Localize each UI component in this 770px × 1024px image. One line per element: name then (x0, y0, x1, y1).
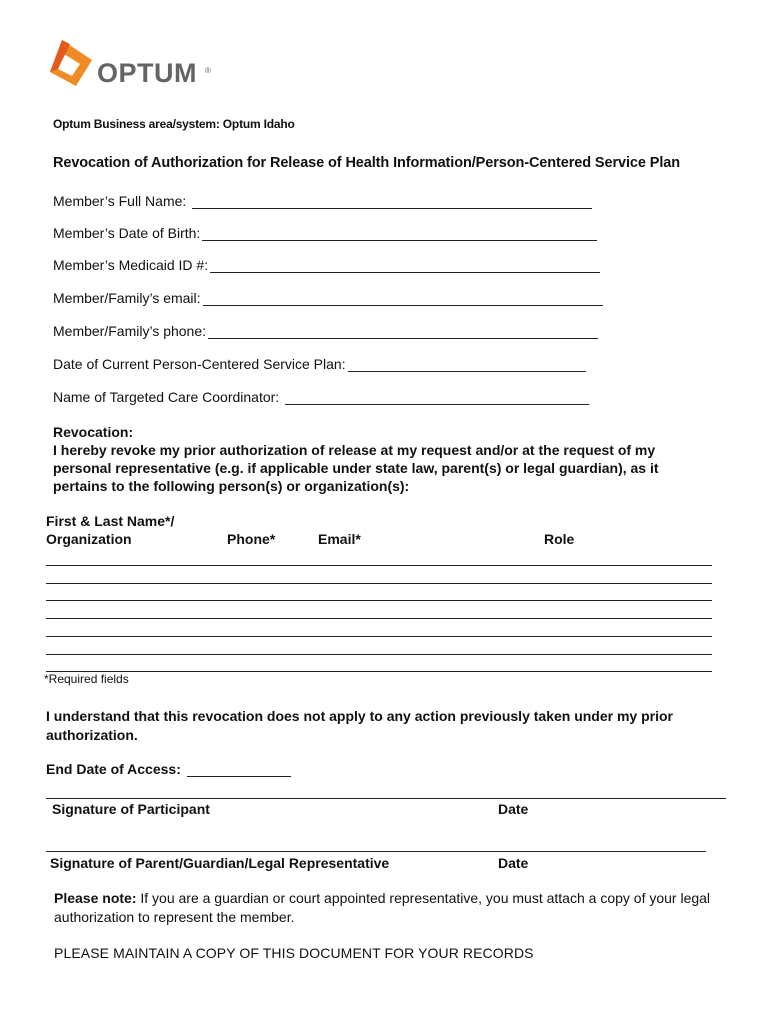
table-row-line[interactable] (46, 600, 712, 601)
logo-wordmark: OPTUM (97, 58, 197, 88)
guardian-signature-label: Signature of Parent/Guardian/Legal Representative (50, 855, 390, 871)
field-label: Member/Family’s email: (53, 290, 201, 306)
guardian-date-label: Date (498, 855, 529, 871)
column-header-phone: Phone* (227, 531, 276, 547)
guardian-signature-line[interactable] (46, 851, 706, 852)
member-family-phone-field[interactable] (53, 323, 598, 339)
guardian-note (54, 889, 734, 927)
field-fill-line[interactable] (210, 258, 600, 273)
table-row-line[interactable] (46, 654, 712, 655)
participant-signature-line[interactable] (46, 798, 726, 799)
field-fill-line[interactable] (202, 226, 597, 241)
member-dob-field[interactable] (53, 225, 597, 241)
note-text: If you are a guardian or court appointed representative, you must attach a copy of your legal authorization to represent the member. (54, 890, 711, 925)
required-fields-note: *Required fields (44, 672, 129, 686)
logo-registered-mark: ® (205, 66, 211, 75)
participant-date-label: Date (498, 801, 529, 817)
field-fill-line[interactable] (285, 390, 589, 405)
business-area: Optum Business area/system: Optum Idaho (53, 117, 295, 131)
field-label: Member’s Date of Birth: (53, 225, 201, 241)
field-fill-line[interactable] (203, 291, 603, 306)
end-date-field[interactable] (46, 761, 291, 777)
table-row-line[interactable] (46, 565, 712, 566)
field-fill-line[interactable] (208, 324, 598, 339)
end-date-label: End Date of Access: (46, 761, 181, 777)
records-reminder: PLEASE MAINTAIN A COPY OF THIS DOCUMENT FOR YOUR RECORDS (54, 945, 534, 961)
field-label: Member/Family’s phone: (53, 323, 207, 339)
participant-signature-label: Signature of Participant (52, 801, 210, 817)
table-row-line[interactable] (46, 618, 712, 619)
revocation-line: personal representative (e.g. if applicable under state law, parent(s) or legal guardian), as it (53, 460, 659, 476)
revocation-line: I hereby revoke my prior authorization of release at my request and/or at the request of my (53, 442, 656, 458)
service-plan-date-field[interactable] (53, 356, 586, 372)
optum-logo-mark-icon (48, 38, 98, 90)
member-full-name-field[interactable] (53, 193, 592, 209)
field-fill-line[interactable] (192, 194, 592, 209)
column-header-email: Email* (318, 531, 361, 547)
table-row-line[interactable] (46, 636, 712, 637)
column-header-role: Role (544, 531, 575, 547)
table-row-line[interactable] (46, 583, 712, 584)
revocation-heading: Revocation: (53, 424, 134, 440)
field-fill-line[interactable] (348, 357, 586, 372)
end-date-fill-line[interactable] (187, 762, 291, 777)
member-medicaid-id-field[interactable] (53, 257, 600, 273)
revocation-statement (53, 423, 713, 495)
field-label: Name of Targeted Care Coordinator: (53, 389, 280, 405)
table-row-line[interactable] (46, 671, 712, 672)
field-label: Member’s Full Name: (53, 193, 187, 209)
revocation-line: pertains to the following person(s) or organization(s): (53, 478, 410, 494)
care-coordinator-field[interactable] (53, 389, 589, 405)
field-label: Date of Current Person-Centered Service Plan: (53, 356, 346, 372)
field-label: Member’s Medicaid ID #: (53, 257, 209, 273)
acknowledgement-text: I understand that this revocation does not apply to any action previously taken under my prior authorization. (46, 708, 673, 743)
column-header-name: First & Last Name*/ Organization (46, 513, 175, 547)
member-family-email-field[interactable] (53, 290, 603, 306)
note-label: Please note: (54, 890, 137, 906)
form-title: Revocation of Authorization for Release of Health Information/Person-Centered Service Plan (53, 155, 680, 171)
